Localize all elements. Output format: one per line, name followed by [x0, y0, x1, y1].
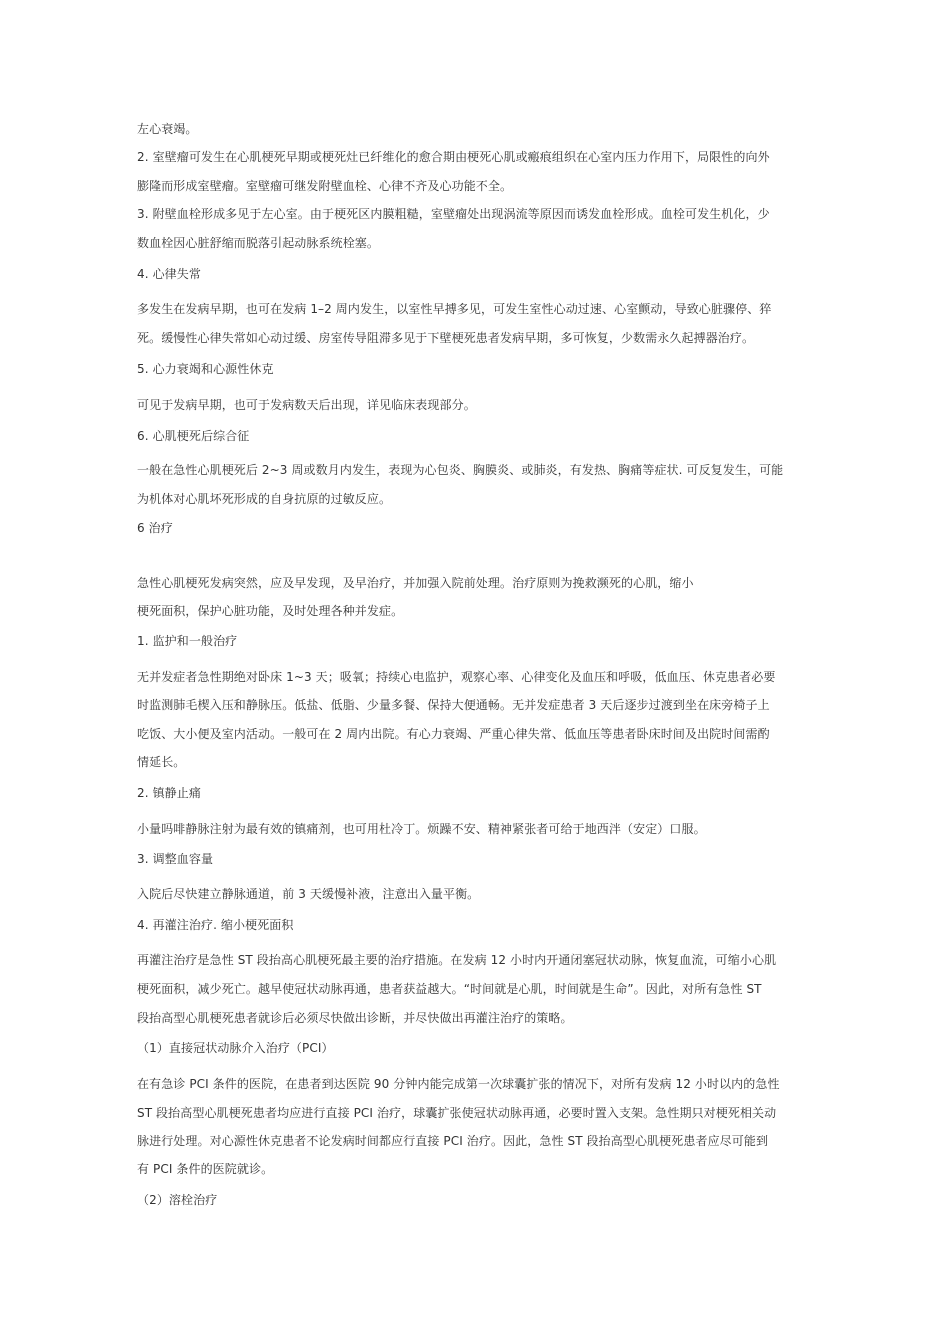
text-line: 死。缓慢性心律失常如心动过缓、房室传导阻滞多见于下壁梗死患者发病早期，多可恢复，少数需永久起搏器治疗。	[137, 331, 755, 345]
text-line: 有 PCI 条件的医院就诊。	[137, 1162, 274, 1176]
subsection-heading: （1）直接冠状动脉介入治疗（PCI）	[137, 1041, 334, 1055]
section-heading: 4. 再灌注治疗. 缩小梗死面积	[137, 918, 294, 932]
text-line: 段抬高型心肌梗死患者就诊后必须尽快做出诊断，并尽快做出再灌注治疗的策略。	[137, 1011, 573, 1025]
subsection-heading: （2）溶栓治疗	[137, 1193, 218, 1207]
section-heading: 3. 调整血容量	[137, 852, 214, 866]
text-line: 为机体对心肌坏死形成的自身抗原的过敏反应。	[137, 492, 392, 506]
section-heading: 1. 监护和一般治疗	[137, 634, 238, 648]
text-line: 梗死面积，保护心脏功能，及时处理各种并发症。	[137, 604, 404, 618]
text-line: 急性心肌梗死发病突然，应及早发现，及早治疗，并加强入院前处理。治疗原则为挽救濒死的心肌，缩小	[137, 576, 694, 590]
text-line: 在有急诊 PCI 条件的医院，在患者到达医院 90 分钟内能完成第一次球囊扩张的情况下，对所有发病 12 小时以内的急性	[137, 1077, 780, 1091]
section-heading: 5. 心力衰竭和心源性休克	[137, 362, 274, 376]
text-line: 数血栓因心脏舒缩而脱落引起动脉系统栓塞。	[137, 236, 380, 250]
text-line: 膨隆而形成室壁瘤。室壁瘤可继发附壁血栓、心律不齐及心功能不全。	[137, 179, 513, 193]
text-line: 情延长。	[137, 755, 186, 769]
section-heading: 6 治疗	[137, 521, 173, 535]
text-line: 小量吗啡静脉注射为最有效的镇痛剂，也可用杜冷丁。烦躁不安、精神紧张者可给于地西泮（安定）口服。	[137, 822, 706, 836]
section-heading: 6. 心肌梗死后综合征	[137, 429, 250, 443]
text-line: 无并发症者急性期绝对卧床 1~3 天；吸氧；持续心电监护，观察心率、心律变化及血压和呼吸，低血压、休克患者必要	[137, 670, 776, 684]
text-line: 可见于发病早期，也可于发病数天后出现，详见临床表现部分。	[137, 398, 476, 412]
text-line: 2. 室壁瘤可发生在心肌梗死早期或梗死灶已纤维化的愈合期由梗死心肌或瘢痕组织在心室内压力作用下，局限性的向外	[137, 150, 770, 164]
text-line: 多发生在发病早期，也可在发病 1–2 周内发生，以室性早搏多见，可发生室性心动过速、心室颤动，导致心脏骤停、猝	[137, 302, 772, 316]
text-line: ST 段抬高型心肌梗死患者均应进行直接 PCI 治疗，球囊扩张使冠状动脉再通，必要时置入支架。急性期只对梗死相关动	[137, 1106, 777, 1120]
text-line: 左心衰竭。	[137, 122, 198, 136]
text-line: 3. 附壁血栓形成多见于左心室。由于梗死区内膜粗糙，室壁瘤处出现涡流等原因而诱发血栓形成。血栓可发生机化，少	[137, 207, 770, 221]
text-line: 脉进行处理。对心源性休克患者不论发病时间都应行直接 PCI 治疗。因此，急性 ST 段抬高型心肌梗死患者应尽可能到	[137, 1134, 769, 1148]
section-heading: 2. 镇静止痛	[137, 786, 201, 800]
text-line: 时监测肺毛楔入压和静脉压。低盐、低脂、少量多餐、保持大便通畅。无并发症患者 3 天后逐步过渡到坐在床旁椅子上	[137, 698, 770, 712]
text-line: 入院后尽快建立静脉通道，前 3 天缓慢补液，注意出入量平衡。	[137, 887, 480, 901]
section-heading: 4. 心律失常	[137, 267, 201, 281]
text-line: 吃饭、大小便及室内活动。一般可在 2 周内出院。有心力衰竭、严重心律失常、低血压等患者卧床时间及出院时间需酌	[137, 727, 770, 741]
text-line: 再灌注治疗是急性 ST 段抬高心肌梗死最主要的治疗措施。在发病 12 小时内开通闭塞冠状动脉，恢复血流，可缩小心肌	[137, 953, 777, 967]
text-line: 梗死面积，减少死亡。越早使冠状动脉再通，患者获益越大。“时间就是心肌，时间就是生命”。因此，对所有急性 ST	[137, 982, 762, 996]
text-line: 一般在急性心肌梗死后 2~3 周或数月内发生，表现为心包炎、胸膜炎、或肺炎，有发热、胸痛等症状. 可反复发生，可能	[137, 463, 784, 477]
